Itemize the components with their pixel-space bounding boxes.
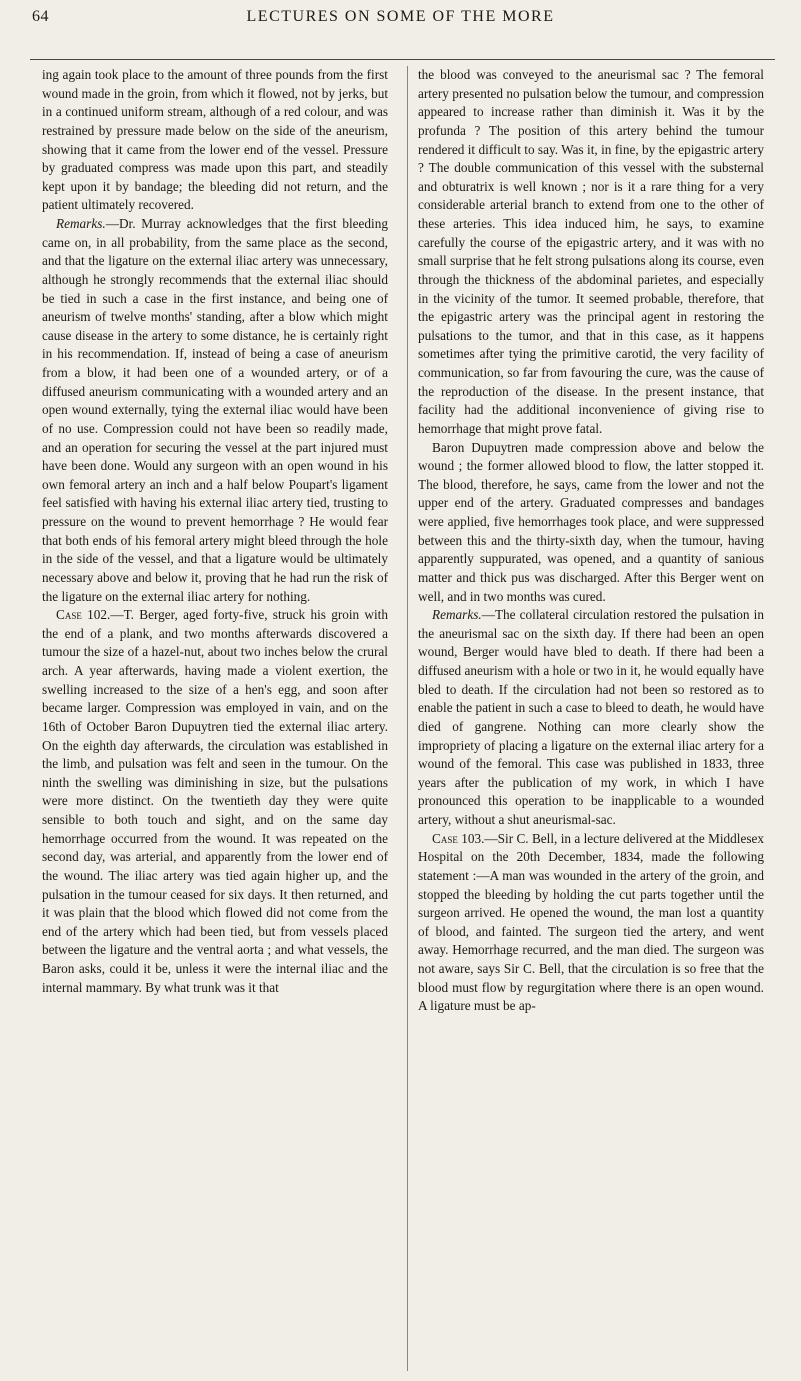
running-title: LECTURES ON SOME OF THE MORE	[246, 8, 555, 25]
header-rule	[30, 59, 775, 60]
case-text: —Sir C. Bell, in a lecture delivered at the Middlesex Hospital on the 20th December, 1834, made the following statement :—A man was wounded in the artery of the groin, and stopped the bleeding by holding the cut parts together until the surgeon arrived. He opened the wound, the man lost a quantity of blood, and fainted. The surgeon tied the artery, and went away. Hemorrhage recurred, and the man died. The surgeon was not aware, says Sir C. Bell, that the circulation is so free that the blood must flow by regurgitation where there is an open wound. A ligature must be ap-	[418, 830, 765, 1014]
paragraph-case-103	[418, 830, 764, 1016]
right-column	[418, 66, 764, 1016]
case-label: Case 103.	[432, 830, 485, 846]
case-label: Case 102.	[56, 607, 111, 623]
remarks-text: —The collateral circulation restored the pulsation in the aneurismal sac on the sixth day. If there had been an open wound, Berger would have bled to death. If there had been a diffused aneurism with a hole or two in it, he would equally have bled to death. If the circulation had not been so restored as to enable the patient in such a case to bleed to death, he would have died of gangrene. Nothing can more clearly show the impropriety of placing a ligature on the external iliac artery for a wound of the femoral. This case was published in 1833, three years after the publication of my work, in which I have pronounced this operation to be inapplicable to a wounded artery, without a shut aneurismal-sac.	[418, 607, 764, 827]
remarks-label: Remarks.	[432, 607, 482, 623]
left-column	[42, 66, 388, 997]
remarks-label: Remarks.	[56, 216, 106, 231]
paragraph-continuation: the blood was conveyed to the aneurismal sac ? The femoral artery presented no pulsation below the tumour, and compression appeared to increase rather than diminish it. Was it by the profunda ? The position of this artery behind the tumour rendered it difficult to say. Was it, in fine, by the epigastric artery ? The double communication of this vessel with the substernal and obturatrix is well known ; nor is it a rare thing for a very considerable arterial branch to extend from one to the other of these arteries. This idea induced him, he says, to examine carefully the course of the epigastric artery, and it was with no small surprise that he felt strong pulsations along its course, even through the thickness of the abdominal parietes, and especially in the vicinity of the tumor. It seemed probable, therefore, that the epigastric artery was the principal agent in restoring the pulsations to the tumor, and that in this case, as it happens sometimes after tying the primitive carotid, the very facility of communication, so far from favouring the cure, was the cause of the reproduction of the disease. In the present instance, that facility had the additional inconvenience of giving rise to hemorrhage that might prove fatal.	[418, 67, 764, 436]
remarks-text: —Dr. Murray acknowledges that the first bleeding came on, in all probability, from the same place as the second, and that the ligature on the external iliac artery was unnecessary, although he strongly recommends that the external iliac should be tied in such a case in the first instance, and being one of aneurism of twelve months' standing, after a blow which might cause disease in the artery to some distance, he is certainly right in his recommendation. If, instead of being a case of aneurism from a blow, it had been one of a wounded artery, or of a diffused aneurism communicating with a wounded artery and an open wound externally, tying the external iliac would have been of no use. Compression could not have been so readily made, and an operation for securing the vessel at the part injured must have been done. Would any surgeon with an open wound in his own femoral artery an inch and a half below Poupart's ligament feel satisfied with having his external iliac artery tied, trusting to pressure on the wound to prevent hemorrhage ? He would fear that both ends of his femoral artery might bleed through the hole in the side of the vessel, and that a ligature would be ultimately necessary above and below it, proving that he had run the risk of the ligature on the external iliac artery for nothing.	[42, 216, 388, 604]
case-text: —T. Berger, aged forty-five, struck his groin with the end of a plank, and two months afterwards discovered a tumour the size of a hazel-nut, about two inches below the crural arch. A year afterwards, having made a violent exertion, the swelling increased to the size of a hen's egg, and soon after became larger. Compression was employed in vain, and on the 16th of October Baron Dupuytren tied the external iliac artery. On the eighth day afterwards, the circulation was established in the limb, and pulsation was felt and seen in the tumour. On the ninth the swelling was diminishing in size, but the pulsations were more distinct. On the twentieth day they were quite sensible to both touch and sight, and on the same day hemorrhage occurred from the wound. It was repeated on the second day, was arterial, and apparently from the lower end of the wound. The iliac artery was tied again higher up, and the pulsation in the tumour ceased for six days. It then returned, and it was plain that the blood which flowed did not come from the end of the artery which had been tied, but from vessels placed between the ligature and the ventral aorta ; and what vessels, the Baron asks, could it be, unless it were the internal iliac and the internal mammary. By what trunk was it that	[42, 607, 388, 995]
paragraph-remarks-collateral	[418, 606, 764, 830]
column-divider	[407, 66, 408, 1371]
paragraph-continuation: ing again took place to the amount of three pounds from the first wound made in the groin, from which it flowed, not by jerks, but in a continued uniform stream, although of a red colour, and was restrained by pressure made below on the side of the aneurism, showing that it came from the lower end of the vessel. Pressure by graduated compress was made upon this part, and steadily kept upon it by bandage; the bleeding did not return, and the patient ultimately recovered.	[42, 67, 388, 213]
paragraph-case-102	[42, 606, 388, 997]
page-number: 64	[32, 8, 49, 25]
page-header	[0, 8, 801, 32]
paragraph-remarks-murray	[42, 215, 388, 606]
paragraph-dupuytren-compression: Baron Dupuytren made compression above and below the wound ; the former allowed blood to flow, the latter stopped it. The blood, therefore, he says, came from the lower and not the upper end of the artery. Graduated compresses and bandages were applied, five hemorrhages took place, and were suppressed between this and the thirty-sixth day, when the tumour, having apparently suppurated, was opened, and a quantity of sanious matter and thick pus was discharged. After this Berger went on well, and in two months was cured.	[418, 439, 764, 604]
